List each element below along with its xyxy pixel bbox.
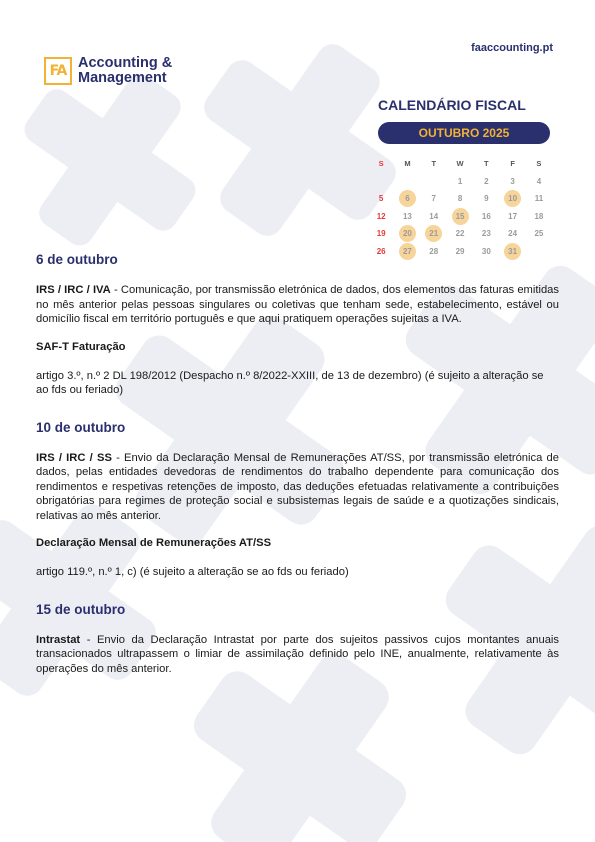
calendar-day: [447, 225, 473, 243]
calendar-day-deadline: [421, 225, 447, 243]
calendar-day: [473, 190, 499, 208]
weekday-header: S: [378, 159, 384, 169]
day-number: 7: [431, 194, 436, 204]
obligation-text: - Envio da Declaração Intrastat por parte dos sujeitos passivos cujos montantes anuais transacionados ultrapassem o limiar de assimilação definido pelo INE, anualmente, relativamente às operações do mês anterior.: [36, 633, 559, 675]
website-link[interactable]: faaccounting.pt: [471, 42, 553, 54]
day-number: 5: [378, 194, 384, 204]
day-number: 14: [429, 211, 439, 221]
day-number: 10: [504, 190, 521, 207]
logo-line-2: Management: [78, 70, 167, 86]
calendar-day: [368, 225, 394, 243]
obligation-subheading: SAF-T Faturação: [36, 340, 126, 353]
day-number: 11: [534, 194, 544, 204]
section-oct-15: [36, 602, 559, 677]
day-number: 19: [376, 229, 386, 239]
day-number: 2: [484, 176, 489, 186]
calendar-day: [421, 190, 447, 208]
month-label: OUTUBRO 2025: [378, 122, 550, 144]
day-number: 25: [534, 229, 544, 239]
calendar-day-deadline: [447, 208, 473, 226]
day-number: 6: [399, 190, 416, 207]
logo-wordmark: [78, 56, 172, 86]
day-number: 17: [508, 211, 518, 221]
day-number: 13: [402, 211, 412, 221]
obligation-paragraph: [36, 633, 559, 677]
day-number: 1: [457, 176, 463, 186]
calendar-day: [473, 225, 499, 243]
date-heading: 10 de outubro: [36, 419, 126, 435]
calendar-day: [447, 173, 473, 191]
calendar-day: [394, 208, 420, 226]
day-number: 12: [376, 211, 386, 221]
date-heading: 15 de outubro: [36, 601, 126, 617]
company-logo: [44, 56, 172, 86]
day-number: 3: [510, 176, 515, 186]
calendar-day-deadline: [394, 190, 420, 208]
day-number: 18: [534, 211, 544, 221]
calendar-day: [499, 173, 525, 191]
day-number: 16: [481, 211, 491, 221]
logo-line-1: Accounting &: [78, 55, 173, 71]
weekday-header: W: [456, 159, 464, 169]
calendar-day: [447, 190, 473, 208]
obligation-paragraph: [36, 451, 559, 524]
day-number: 30: [481, 246, 491, 256]
section-oct-10: [36, 420, 559, 580]
calendar-day: [526, 208, 552, 226]
weekday-header: F: [510, 159, 515, 169]
date-heading: 6 de outubro: [36, 252, 118, 267]
day-number: 22: [455, 229, 465, 239]
weekday-header: T: [431, 159, 437, 169]
obligation-tag: IRS / IRC / SS: [36, 451, 112, 464]
obligation-subheading: Declaração Mensal de Remunerações AT/SS: [36, 537, 272, 549]
day-number: 9: [484, 194, 489, 204]
weekday-header: S: [536, 159, 542, 169]
day-number: 28: [429, 246, 439, 256]
day-number: 27: [399, 243, 416, 260]
fiscal-deadlines: [36, 252, 559, 690]
day-number: 29: [455, 246, 465, 256]
calendar-day-deadline: [394, 225, 420, 243]
day-number: 21: [425, 225, 442, 242]
legal-reference: artigo 3.º, n.º 2 DL 198/2012 (Despacho n.º 8/2022-XXIII, de 13 de dezembro) (é sujeito a alteração se ao fds ou feriado): [36, 369, 544, 396]
day-number: 20: [399, 225, 416, 242]
weekday-header: M: [404, 159, 411, 169]
calendar-empty-cell: [421, 173, 447, 191]
calendar-day: [473, 208, 499, 226]
day-number: 31: [504, 243, 521, 260]
obligation-text: - Comunicação, por transmissão eletrónica de dados, dos elementos das faturas emitidas no mês anterior pelas pessoas singulares ou coletivas que tenham sede, estabelecimento, estável ou domicílio fiscal em território português e que aqui pratiquem operações sujeitas a IVA.: [36, 284, 559, 325]
legal-reference: artigo 119.º, n.º 1, c) (é sujeito a alteração se ao fds ou feriado): [36, 566, 349, 578]
calendar-day: [421, 208, 447, 226]
calendar-day: [526, 190, 552, 208]
calendar-title: CALENDÁRIO FISCAL: [378, 97, 526, 113]
day-number: 8: [457, 194, 463, 204]
day-number: 24: [508, 229, 518, 239]
calendar-day: [473, 173, 499, 191]
section-oct-6: [36, 252, 559, 398]
fa-logo-icon: FA: [44, 57, 72, 85]
calendar-day: [368, 190, 394, 208]
calendar-day-deadline: [499, 190, 525, 208]
calendar-day: [526, 173, 552, 191]
obligation-text: - Envio da Declaração Mensal de Remunerações AT/SS, por transmissão eletrónica de dados, pelas entidades devedoras de rendimentos do trabalho dependente para comunicação dos rendimentos e respetivas retenções de imposto, das deduções efetuadas relativamente a contribuições obrigatórias para regimes de proteção social e subsistemas legais de saúde e a quotizações sindicais, relativas ao mês anterior.: [36, 451, 559, 522]
obligation-paragraph: [36, 283, 559, 327]
calendar-grid: [368, 155, 552, 260]
day-number: 23: [481, 229, 491, 239]
obligation-tag: IRS / IRC / IVA: [36, 284, 111, 296]
day-number: 26: [376, 246, 386, 256]
calendar-empty-cell: [368, 173, 394, 191]
calendar-day: [499, 225, 525, 243]
calendar-day: [526, 225, 552, 243]
weekday-header: T: [484, 159, 489, 169]
day-number: 15: [452, 208, 469, 225]
day-number: 4: [536, 176, 542, 186]
calendar-day: [368, 208, 394, 226]
calendar-day: [499, 208, 525, 226]
obligation-tag: Intrastat: [36, 633, 81, 646]
calendar-empty-cell: [394, 173, 420, 191]
